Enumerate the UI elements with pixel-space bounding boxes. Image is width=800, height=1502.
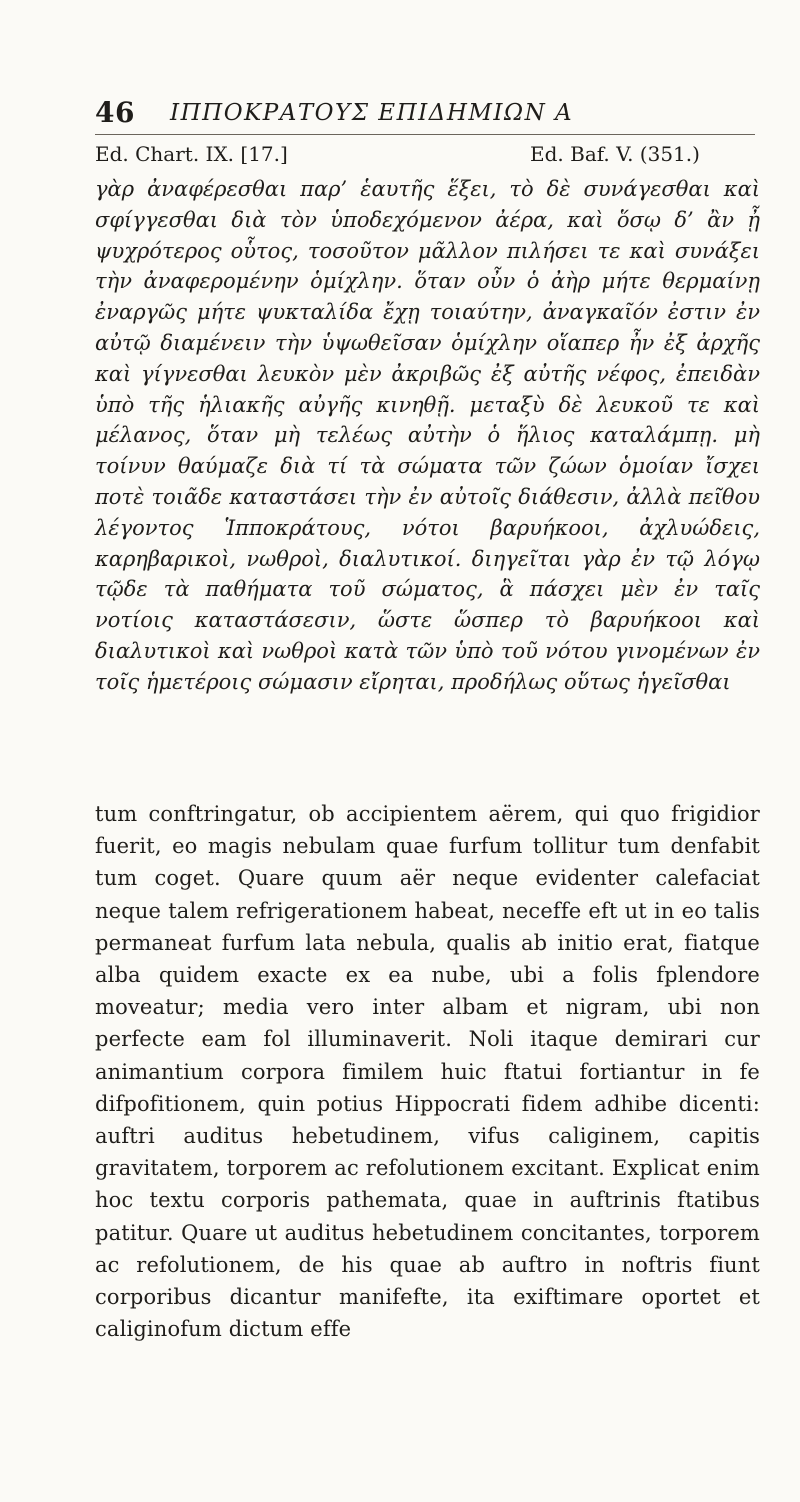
page-number: 46	[95, 96, 135, 129]
running-head	[95, 96, 755, 132]
latin-paragraph: tum conftringatur, ob accipientem aërem, qui quo frigidior fuerit, eo magis nebulam quae furfum tollitur tum denfabit tum coget. Quare quum aër neque evidenter calefaciat neque talem refrigerationem habeat, neceffe eft ut in eo talis permaneat furfum lata nebula, qualis ab initio erat, fiatque alba quidem exacte ex ea nube, ubi a folis fplendore moveatur; media vero inter albam et nigram, ubi non perfecte eam fol illuminaverit. Noli itaque demirari cur animantium corpora fimilem huic ftatui fortiantur in fe difpofitionem, quin potius Hippocrati fidem adhibe dicenti: auftri auditus hebetudinem, vifus caliginem, capitis gravitatem, torporem ac refolutionem excitant. Explicat enim hoc textu corporis pathemata, quae in auftrinis ftatibus patitur. Quare ut auditus hebetudinem concitantes, torporem ac refolutionem, de his quae ab auftro in noftris fiunt corporibus dicantur manifefte, ita exiftimare oportet et caliginofum dictum effe	[95, 802, 760, 1342]
header-rule	[95, 134, 755, 135]
edition-references	[95, 142, 755, 172]
edition-chartier-reference: Ed. Chart. IX. [17.]	[95, 142, 288, 166]
edition-basel-reference: Ed. Baf. V. (351.)	[530, 142, 700, 166]
greek-paragraph: γὰρ ἀναφέρεσθαι παρ’ ἑαυτῆς ἕξει, τὸ δὲ συνάγεσθαι καὶ σφίγγεσθαι διὰ τὸν ὑποδεχόμενον ἀέρα, καὶ ὅσῳ δ’ ἂν ᾖ ψυχρότερος οὗτος, τοσοῦτον μᾶλλον πιλήσει τε καὶ συνάξει τὴν ἀναφερομένην ὁμίχλην. ὅταν οὖν ὁ ἀὴρ μήτε θερμαίνῃ ἐναργῶς μήτε ψυκταλίδα ἔχῃ τοιαύτην, ἀναγκαῖόν ἐστιν ἐν αὐτῷ διαμένειν τὴν ὑψωθεῖσαν ὁμίχλην οἵαπερ ἦν ἐξ ἀρχῆς καὶ γίγνεσθαι λευκὸν μὲν ἀκριβῶς ἐξ αὐτῆς νέφος, ἐπειδὰν ὑπὸ τῆς ἡλιακῆς αὐγῆς κινηθῇ. μεταξὺ δὲ λευκοῦ τε καὶ μέλανος, ὅταν μὴ τελέως αὐτὴν ὁ ἥλιος καταλάμπῃ. μὴ τοίνυν θαύμαζε διὰ τί τὰ σώματα τῶν ζώων ὁμοίαν ἴσχει ποτὲ τοιᾶδε καταστάσει τὴν ἐν αὐτοῖς διάθεσιν, ἀλλὰ πεῖθου λέγοντος Ἱπποκράτους, νότοι βαρυήκοοι, ἀχλυώδεις, καρηβαρικοὶ, νωθροὶ, διαλυτικοί. διηγεῖται γὰρ ἐν τῷ λόγῳ τῷδε τὰ παθήματα τοῦ σώματος, ἃ πάσχει μὲν ἐν ταῖς νοτίοις καταστάσεσιν, ὥστε ὥσπερ τὸ βαρυήκοοι καὶ διαλυτικοὶ καὶ νωθροὶ κατὰ τῶν ὑπὸ τοῦ νότου γινομένων ἐν τοῖς ἡμετέροις σώμασιν εἴρηται, προδήλως οὕτως ἡγεῖσθαι	[95, 177, 760, 694]
page-title: ΙΠΠΟΚΡΑΤΟΥΣ ΕΠΙΔΗΜΙΩΝ Α	[170, 100, 574, 126]
